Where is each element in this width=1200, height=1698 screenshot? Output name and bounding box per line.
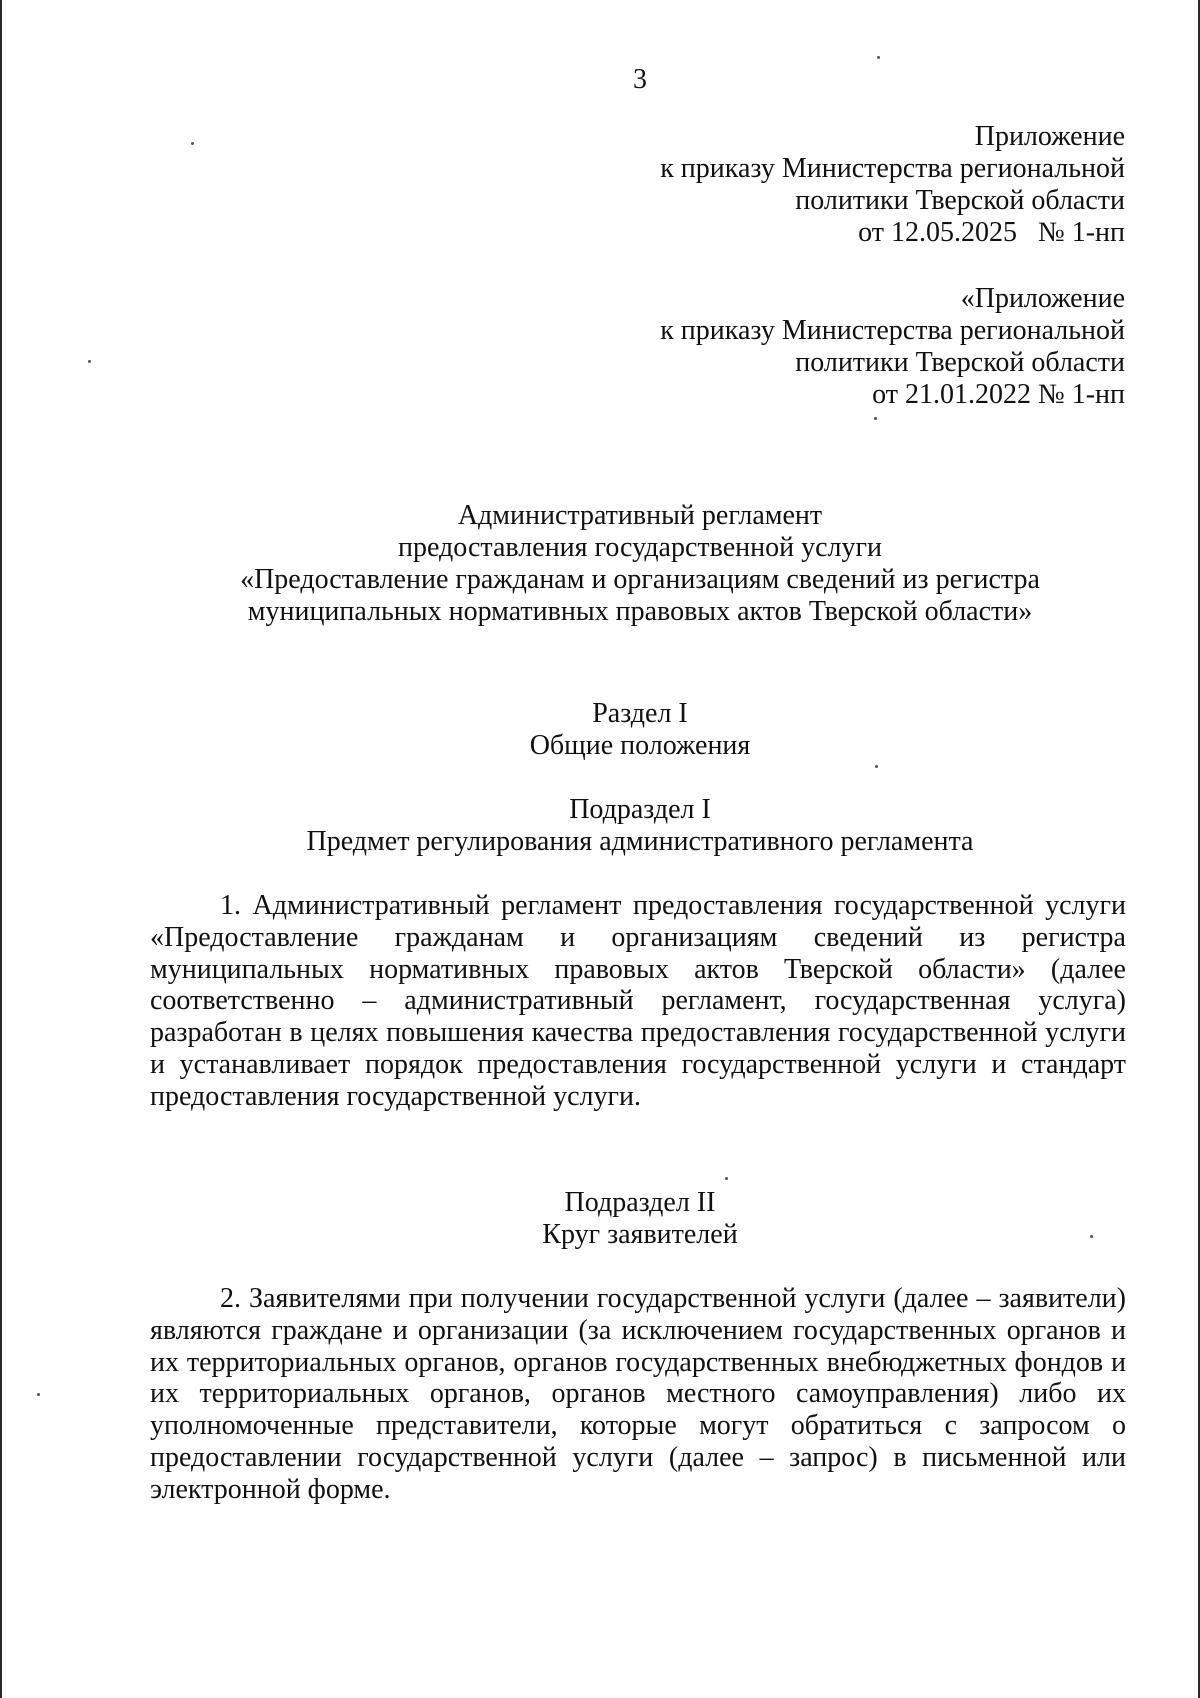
subsection-heading-2	[150, 1187, 1130, 1251]
document-title	[150, 500, 1130, 628]
appendix-current	[660, 121, 1125, 249]
appendix-previous-line: политики Тверской области	[795, 347, 1125, 378]
scan-speck	[191, 142, 194, 145]
scan-speck	[37, 1393, 40, 1396]
appendix-current-line: политики Тверской области	[795, 185, 1125, 216]
title-line: «Предоставление гражданам и организациям сведений из регистра	[240, 564, 1040, 595]
subsection-number: Подраздел I	[569, 794, 711, 825]
paragraph-2: 2. Заявителями при получении государственной услуги (далее – заявители) являются граждане и организации (за исключением государственных органов и их территориальных органов, органов государственных внебюджетных фондов и их территориальных органов, органов местного самоуправления) либо их уполномоченные представители, которые могут обратиться с запросом о предоставлении государственной услуги (далее – запрос) в письменной или электронной форме.	[150, 1283, 1126, 1505]
subsection-number: Подраздел II	[564, 1187, 716, 1218]
appendix-previous-line: к приказу Министерства региональной	[660, 315, 1125, 346]
subsection-heading-1	[150, 794, 1130, 858]
scan-speck	[1090, 1235, 1093, 1238]
title-line: предоставления государственной услуги	[398, 532, 882, 563]
appendix-current-line: Приложение	[974, 121, 1125, 152]
appendix-current-date: от 12.05.2025 № 1-нп	[858, 217, 1125, 248]
paragraph-1: 1. Административный регламент предоставления государственной услуги «Предоставление гражданам и организациям сведений из регистра муниципальных нормативных правовых актов Тверской области» (далее соответственно – административный регламент, государственная услуга) разработан в целях повышения качества предоставления государственной услуги и устанавливает порядок предоставления государственной услуги и стандарт предоставления государственной услуги.	[150, 890, 1126, 1112]
section-number: Раздел I	[592, 698, 688, 729]
scan-speck	[877, 56, 880, 59]
title-line: муниципальных нормативных правовых актов Тверской области»	[247, 596, 1033, 627]
subsection-name: Круг заявителей	[542, 1219, 738, 1250]
appendix-previous-date: от 21.01.2022 № 1-нп	[872, 379, 1125, 410]
scan-speck	[725, 1177, 728, 1180]
scan-speck	[88, 360, 91, 363]
title-line: Административный регламент	[457, 500, 823, 531]
page-number: 3	[633, 64, 647, 95]
section-name: Общие положения	[529, 730, 751, 761]
scan-edge-left	[0, 0, 2, 1698]
scan-speck	[874, 417, 877, 420]
scan-speck	[875, 765, 878, 768]
section-heading	[150, 698, 1130, 762]
appendix-previous-line: «Приложение	[960, 283, 1125, 314]
appendix-current-line: к приказу Министерства региональной	[660, 153, 1125, 184]
appendix-previous	[660, 283, 1125, 411]
subsection-name: Предмет регулирования административного регламента	[306, 826, 974, 857]
